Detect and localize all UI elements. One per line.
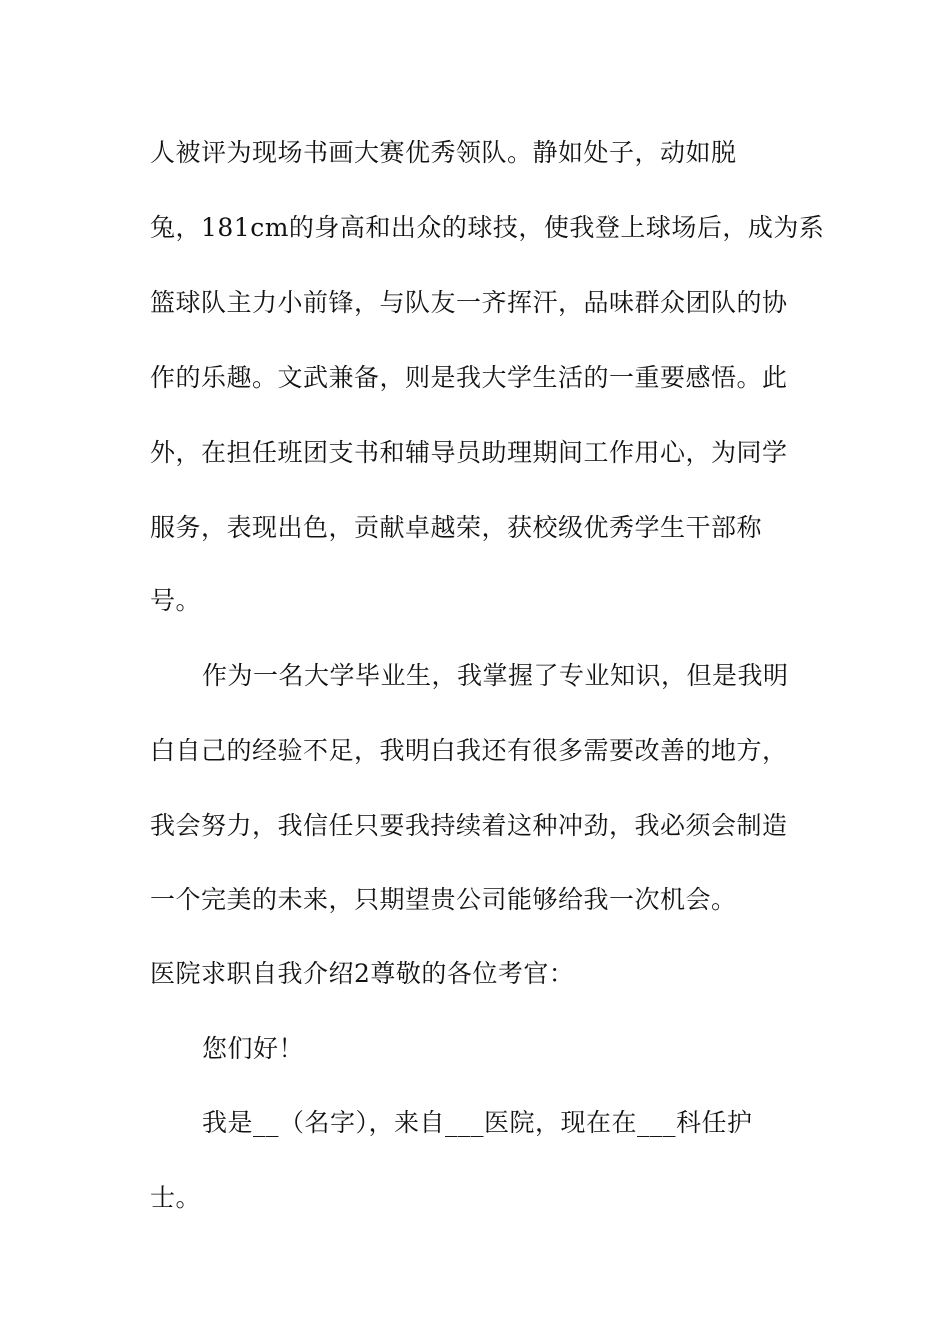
paragraph-line: 一个完美的未来，只期望贵公司能够给我一次机会。 — [150, 885, 737, 914]
paragraph-line: 我是__（名字），来自___医院，现在在___科任护 — [202, 1108, 753, 1137]
section-heading: 医院求职自我介绍2尊敬的各位考官： — [150, 959, 575, 988]
paragraph-line: 白自己的经验不足，我明白我还有很多需要改善的地方， — [150, 736, 788, 765]
paragraph-line: 我会努力，我信任只要我持续着这种冲劲，我必须会制造 — [150, 811, 788, 840]
paragraph-line: 服务，表现出色，贡献卓越荣，获校级优秀学生干部称 — [150, 513, 763, 542]
paragraph-line: 作为一名大学毕业生，我掌握了专业知识，但是我明 — [202, 661, 789, 690]
paragraph-line: 作的乐趣。文武兼备，则是我大学生活的一重要感悟。此 — [150, 363, 788, 392]
paragraph-line: 号。 — [150, 586, 202, 615]
paragraph-line: 兔，181cm的身高和出众的球技，使我登上球场后，成为系 — [150, 213, 825, 242]
paragraph-line: 人被评为现场书画大赛优秀领队。静如处子，动如脱 — [150, 138, 737, 167]
paragraph-line: 士。 — [150, 1183, 202, 1212]
paragraph-line: 外，在担任班团支书和辅导员助理期间工作用心，为同学 — [150, 438, 788, 467]
greeting-line: 您们好！ — [202, 1034, 305, 1063]
paragraph-line: 篮球队主力小前锋，与队友一齐挥汗，品味群众团队的协 — [150, 288, 788, 317]
